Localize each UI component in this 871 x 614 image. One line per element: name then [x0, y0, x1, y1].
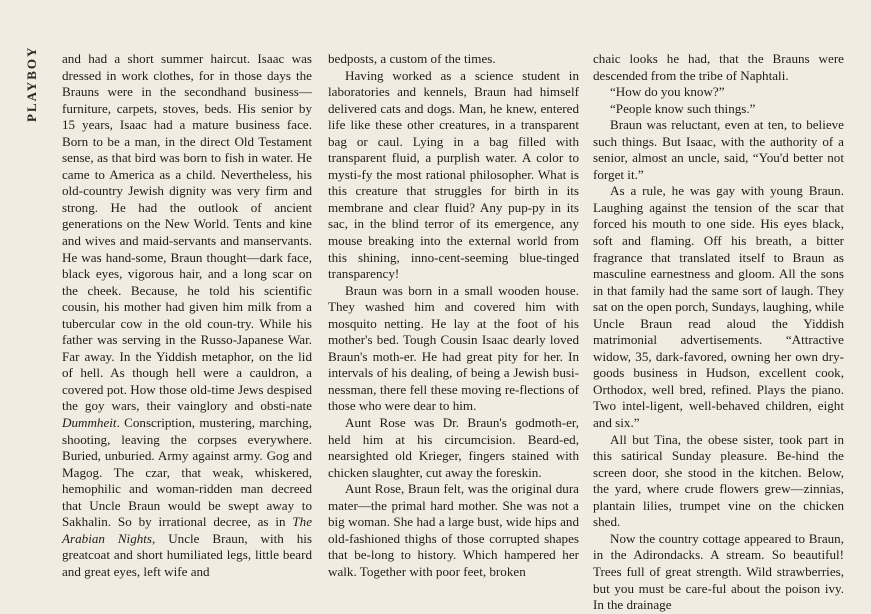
italic-word: Dummheit — [62, 415, 117, 431]
paragraph: All but Tina, the obese sister, took part in this satirical Sunday pleasure. Be-hind the screen door, she stood in the kitchen. Below, the yard, where crude flowers grew—zinnias, plantain lilies, trumpet vine on the chicken shed. — [593, 431, 844, 530]
paragraph-text: and had a short summer haircut. Isaac was dressed in work clothes, for in those days the Brauns were in the secondhand business—furniture, carpets, stoves, beds. His senior by 15 years, Isaac had a mature business face. Born to be a man, in the direct Old Testament sense, as that bird was born to fish in water. He came to America as a child. Nevertheless, his old-country Jewish dignity was very firm and strong. He had the outlook of ancient generations on the New World. Tents and kine and wives and maid-servants and manservants. He was hand-some, Braun thought—dark face, black eyes, vigorous hair, and a long scar on the cheek. Because, he told his scientific cousin, his mother had given him milk from a tubercular cow in the old coun-try. While his father was serving in the Russo-Japanese War. Far away. In the Yiddish metaphor, on the lid of hell. As though hell were a cauldron, a covered pot. How those old-time Jews despised the goy wars, their vainglory and obsti-nate — [62, 51, 312, 414]
text-column-3 — [593, 51, 844, 614]
paragraph: bedposts, a custom of the times. — [328, 51, 496, 66]
paragraph: Braun was born in a small wooden house. They washed him and covered him with mosquito netting. He lay at the foot of his mother's bed. Tough Cousin Isaac dearly loved Braun's moth-er. He had great pity for her. In intervals of his dealing, of being a Jewish busi-nessman, there fell these moving re-flections of those who were dear to him. — [328, 282, 579, 414]
paragraph: “People know such things.” — [610, 100, 756, 116]
paragraph: As a rule, he was gay with young Braun. Laughing against the tension of the scar that forced his mouth to one side. His eyes black, soft and flaming. Off his breath, a bitter fragrance that translated itself to Braun as masculine earnestness and gloom. All the sons in that family had the same sort of laugh. They sat on the open porch, Sundays, laughing, while Uncle Braun read aloud the Yiddish matrimonial advertisements. “Attractive widow, 35, dark-favored, owning her own dry-goods business in Hudson, excellent cook, Orthodox, well bred, refined. Plays the piano. Two intel-ligent, well-behaved children, eight and six.” — [593, 183, 844, 431]
italic-title: The Arabian Nights — [62, 514, 312, 546]
paragraph: Aunt Rose was Dr. Braun's godmoth-er, held him at his circumcision. Beard-ed, nearsighted old Krieger, fingers stained with chicken slaughter, cut away the foreskin. — [328, 415, 579, 480]
paragraph — [62, 51, 312, 581]
paragraph-text: , Uncle Braun, with his greatcoat and short humiliated legs, little beard and great eyes, left wife and — [62, 530, 312, 579]
paragraph: “How do you know?” — [610, 84, 725, 100]
paragraph: Having worked as a science student in laboratories and kennels, Braun had himself delivered cats and dogs. Man, he knew, entered life like these other creatures, in a transparent bag or caul. Lying in a bag filled with transparent fluid, a purplish water. A color to mysti-fy the most rational philosopher. What is this creature that struggles for birth in its membrane and clear fluid? Any pup-py in its sac, in the blind terror of its emergence, any mouse breaking into the external world from this shining, inno-cent-seeming blue-tinged transparency! — [328, 67, 579, 282]
paragraph: Braun was reluctant, even at ten, to believe such things. But Isaac, with the authority of a senior, almost an uncle, said, “You'd better not forget it.” — [593, 117, 844, 182]
paragraph-text: . Conscription, mustering, marching, shooting, leaving the corpses everywhere. Buried, unburied. Army against army. Gog and Magog. The czar, that weak, whiskered, hemophilic and woman-ridden man decreed that Uncle Braun would be swept away to Sakhalin. So by irrational decree, as in — [62, 415, 312, 530]
paragraph: chaic looks he had, that the Brauns were descended from the tribe of Naphtali. — [593, 51, 844, 83]
text-column-1 — [62, 51, 312, 581]
running-head: PLAYBOY — [24, 46, 39, 123]
text-column-2 — [328, 51, 579, 581]
paragraph: Now the country cottage appeared to Braun, in the Adirondacks. A stream. So beautiful! Trees full of great strength. Wild strawberries, but you must be care-ful about the poison ivy. In the drainage — [593, 530, 844, 613]
paragraph: Aunt Rose, Braun felt, was the original dura mater—the primal hard mother. She was not a big woman. She had a large bust, wide hips and old-fashioned thighs of those corrupted shapes that be-long to history. Which hampered her walk. Together with poor feet, broken — [328, 481, 579, 579]
